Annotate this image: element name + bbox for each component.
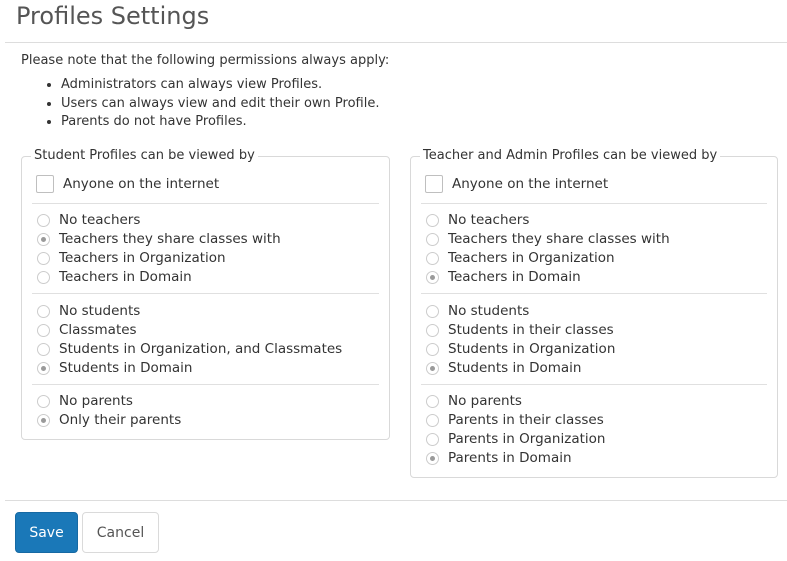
radio-option[interactable]	[426, 267, 670, 286]
radio-option[interactable]	[37, 210, 281, 229]
save-button[interactable]: Save	[15, 512, 78, 553]
teacher-anyone-row[interactable]	[425, 174, 608, 194]
radio-label: Students in Domain	[448, 359, 582, 376]
radio-button[interactable]	[426, 343, 439, 356]
radio-option[interactable]	[426, 339, 615, 358]
radio-option[interactable]	[37, 301, 342, 320]
permissions-list	[21, 76, 389, 132]
radio-option[interactable]	[37, 391, 181, 410]
radio-option[interactable]	[37, 410, 181, 429]
radio-option[interactable]	[37, 248, 281, 267]
teacher-anyone-checkbox[interactable]	[425, 175, 443, 193]
student-anyone-label: Anyone on the internet	[63, 176, 220, 192]
radio-label: Teachers in Domain	[59, 268, 192, 285]
radio-selected[interactable]	[37, 414, 50, 427]
radio-label: Parents in their classes	[448, 411, 604, 428]
permissions-note-intro: Please note that the following permissions always apply:	[21, 53, 390, 68]
teacher-students-group	[426, 301, 615, 377]
radio-button[interactable]	[426, 433, 439, 446]
radio-label: Classmates	[59, 321, 137, 338]
radio-label: Students in Organization	[448, 340, 616, 357]
student-students-group	[37, 301, 342, 377]
radio-label: Teachers they share classes with	[59, 230, 281, 247]
student-parents-group	[37, 391, 181, 429]
radio-label: Students in Organization, and Classmates	[59, 340, 343, 357]
radio-option[interactable]	[426, 301, 615, 320]
cancel-button[interactable]: Cancel	[82, 512, 159, 553]
teacher-parents-group	[426, 391, 605, 467]
permissions-note	[21, 52, 389, 132]
radio-button[interactable]	[37, 324, 50, 337]
student-panel-legend: Student Profiles can be viewed by	[31, 148, 258, 164]
radio-option[interactable]	[37, 339, 342, 358]
radio-selected[interactable]	[426, 362, 439, 375]
radio-selected[interactable]	[37, 362, 50, 375]
radio-button[interactable]	[37, 305, 50, 318]
teacher-anyone-label: Anyone on the internet	[452, 176, 609, 192]
radio-label: Parents in Domain	[448, 449, 572, 466]
radio-label: No students	[59, 302, 141, 319]
teacher-profiles-panel	[410, 148, 778, 478]
radio-option[interactable]	[37, 358, 342, 377]
radio-button[interactable]	[426, 233, 439, 246]
radio-label: Teachers in Organization	[448, 249, 615, 266]
student-anyone-row[interactable]	[36, 174, 219, 194]
permission-item: • Administrators can always view Profiles.	[61, 76, 389, 95]
divider	[421, 203, 767, 204]
radio-option[interactable]	[426, 391, 605, 410]
radio-option[interactable]	[426, 448, 605, 467]
radio-label: Students in Domain	[59, 359, 193, 376]
radio-button[interactable]	[37, 214, 50, 227]
radio-option[interactable]	[426, 410, 605, 429]
permission-item: • Parents do not have Profiles.	[61, 113, 389, 132]
student-teachers-group	[37, 210, 281, 286]
student-profiles-panel	[21, 148, 390, 440]
radio-option[interactable]	[37, 320, 342, 339]
radio-label: Parents in Organization	[448, 430, 606, 447]
radio-option[interactable]	[37, 229, 281, 248]
radio-button[interactable]	[426, 214, 439, 227]
radio-button[interactable]	[426, 252, 439, 265]
radio-button[interactable]	[37, 271, 50, 284]
radio-label: No parents	[448, 392, 522, 409]
radio-button[interactable]	[426, 305, 439, 318]
student-anyone-checkbox[interactable]	[36, 175, 54, 193]
radio-label: No teachers	[59, 211, 141, 228]
radio-option[interactable]	[426, 358, 615, 377]
teacher-panel-legend: Teacher and Admin Profiles can be viewed by	[420, 148, 720, 164]
radio-label: Teachers they share classes with	[448, 230, 670, 247]
permission-item: • Users can always view and edit their own Profile.	[61, 95, 389, 114]
divider	[32, 384, 379, 385]
radio-selected[interactable]	[426, 271, 439, 284]
radio-option[interactable]	[426, 210, 670, 229]
divider	[32, 293, 379, 294]
radio-button[interactable]	[426, 395, 439, 408]
radio-button[interactable]	[37, 395, 50, 408]
radio-option[interactable]	[426, 229, 670, 248]
page-title: Profiles Settings	[16, 2, 210, 30]
radio-button[interactable]	[37, 252, 50, 265]
divider	[421, 293, 767, 294]
radio-label: Teachers in Organization	[59, 249, 226, 266]
divider	[32, 203, 379, 204]
radio-label: No students	[448, 302, 530, 319]
radio-label: No teachers	[448, 211, 530, 228]
radio-button[interactable]	[426, 414, 439, 427]
radio-label: Teachers in Domain	[448, 268, 581, 285]
radio-label: Students in their classes	[448, 321, 614, 338]
radio-option[interactable]	[426, 429, 605, 448]
divider	[421, 384, 767, 385]
radio-label: No parents	[59, 392, 133, 409]
radio-selected[interactable]	[426, 452, 439, 465]
radio-button[interactable]	[426, 324, 439, 337]
radio-option[interactable]	[426, 320, 615, 339]
radio-option[interactable]	[426, 248, 670, 267]
radio-selected[interactable]	[37, 233, 50, 246]
radio-option[interactable]	[37, 267, 281, 286]
footer-divider	[5, 500, 787, 501]
radio-label: Only their parents	[59, 411, 182, 428]
header-divider	[5, 42, 787, 43]
teacher-teachers-group	[426, 210, 670, 286]
radio-button[interactable]	[37, 343, 50, 356]
